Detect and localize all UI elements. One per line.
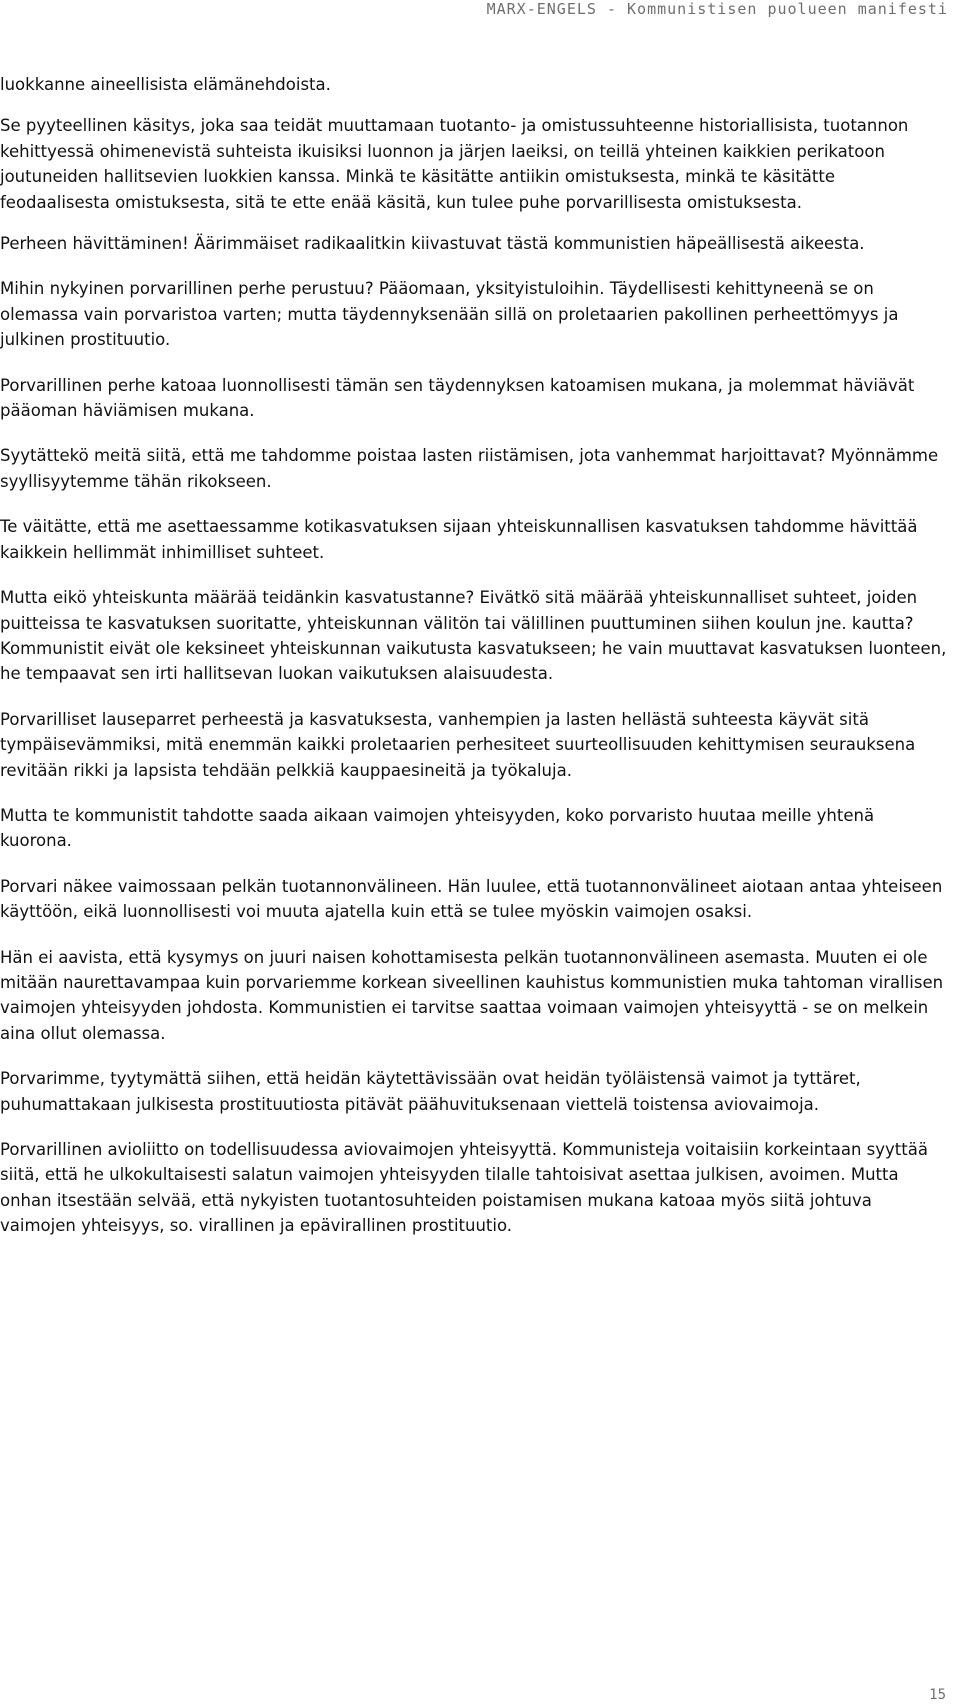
paragraph: Mihin nykyinen porvarillinen perhe perustuu? Pääomaan, yksityistuloihin. Täydellisesti kehittyneenä se on olemassa vain porvaristoa varten; mutta täydennyksenään sillä on proletaarien pakollinen perheettömyys ja julkinen prostituutio. <box>0 279 899 350</box>
page-body <box>0 72 948 1259</box>
paragraph: Se pyyteellinen käsitys, joka saa teidät muuttamaan tuotanto- ja omistussuhteenne historiallisista, tuotannon kehittyessä ohimenevistä suhteista ikuisiksi luonnon ja järjen laeiksi, on teillä yhteinen kaikkien perikatoon joutuneiden hallitsevien luokkien kanssa. Minkä te käsitätte antiikin omistuksesta, minkä te käsitätte feodaalisesta omistuksesta, sitä te ette enää käsitä, kun tulee puhe porvarillisesta omistuksesta. <box>0 116 909 212</box>
paragraph: Porvarillinen avioliitto on todellisuudessa aviovaimojen yhteisyyttä. Kommunisteja voitaisiin korkeintaan syyttää siitä, että he ulkokultaisesti salatun vaimojen yhteisyyden tilalle tahtoisivat asettaa julkisen, avoimen. Mutta onhan itsestään selvää, että nykyisten tuotantosuhteiden poistamisen mukana katoaa myös siitä johtuva vaimojen yhteisyys, so. virallinen ja epävirallinen prostituutio. <box>0 1140 928 1236</box>
paragraph: Syytättekö meitä siitä, että me tahdomme poistaa lasten riistämisen, jota vanhemmat harjoittavat? Myönnämme syyllisyytemme tähän rikokseen. <box>0 446 939 491</box>
paragraph: Perheen hävittäminen! Äärimmäiset radikaalitkin kiivastuvat tästä kommunistien häpeällisestä aikeesta. <box>0 234 865 254</box>
paragraph: Mutta eikö yhteiskunta määrää teidänkin kasvatustanne? Eivätkö sitä määrää yhteiskunnalliset suhteet, joiden puitteissa te kasvatuksen suoritatte, yhteiskunnan välitön tai välillinen puuttuminen siihen koulun jne. kautta? Kommunistit eivät ole keksineet yhteiskunnan vaikutusta kasvatukseen; he vain muuttavat kasvatuksen luonteen, he tempaavat sen irti hallitsevan luokan vaikutuksen alaisuudesta. <box>0 588 947 684</box>
paragraph: Mutta te kommunistit tahdotte saada aikaan vaimojen yhteisyyden, koko porvaristo huutaa meille yhtenä kuorona. <box>0 805 875 851</box>
paragraph: Porvarimme, tyytymättä siihen, että heidän käytettävissään ovat heidän työläistensä vaimot ja tyttäret, puhumattakaan julkisesta prostituutiosta pitävät päähuvituksenaan viettelä toistensa aviovaimoja. <box>0 1069 861 1114</box>
paragraph: Porvarillinen perhe katoaa luonnollisesti tämän sen täydennyksen katoamisen mukana, ja molemmat häviävät pääoman häviämisen mukana. <box>0 375 915 421</box>
paragraph: Te väitätte, että me asettaessamme kotikasvatuksen sijaan yhteiskunnallisen kasvatuksen tahdomme hävittää kaikkein hellimmät inhimilliset suhteet. <box>0 517 918 562</box>
paragraph: Porvarilliset lauseparret perheestä ja kasvatuksesta, vanhempien ja lasten hellästä suhteesta käyvät sitä tympäisevämmiksi, mitä enemmän kaikki proletaarien perhesiteet suurteollisuuden kehittymisen seurauksena revitään rikki ja lapsista tehdään pelkkiä kauppaesineitä ja työkaluja. <box>0 709 916 780</box>
paragraph: luokkanne aineellisista elämänehdoista. <box>0 75 331 94</box>
paragraph: Hän ei aavista, että kysymys on juuri naisen kohottamisesta pelkän tuotannonvälineen asemasta. Muuten ei ole mitään naurettavampaa kuin porvariemme korkean siveellinen kauhistus kommunistien muka tahtoman virallisen vaimojen yhteisyyden johdosta. Kommunistien ei tarvitse saattaa voimaan vaimojen yhteisyyttä - se on melkein aina ollut olemassa. <box>0 947 944 1043</box>
page-number: 15 <box>929 1687 946 1703</box>
paragraph: Porvari näkee vaimossaan pelkän tuotannonvälineen. Hän luulee, että tuotannonvälineet aiotaan antaa yhteiseen käyttöön, eikä luonnollisesti voi muuta ajatella kuin että se tulee myöskin vaimojen osaksi. <box>0 876 943 922</box>
running-header: MARX-ENGELS - Kommunistisen puolueen manifesti <box>486 0 948 18</box>
